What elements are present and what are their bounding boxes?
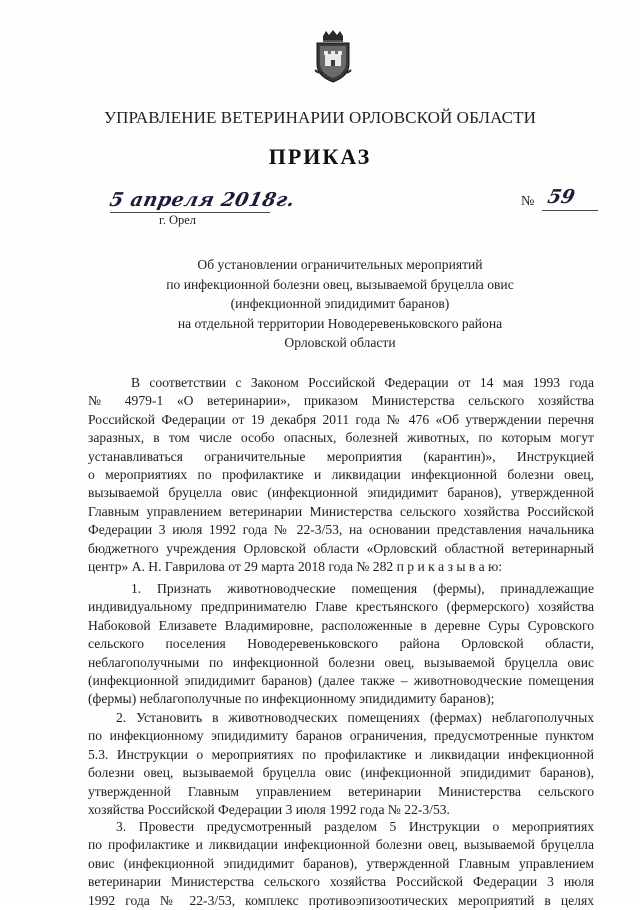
text-line: вызываемой бруцелла овис (инфекционной эпидидимит баранов), утвержденной: [88, 485, 594, 501]
coat-of-arms-icon: [311, 30, 355, 84]
city-label: г. Орел: [159, 213, 197, 227]
organization-name: УПРАВЛЕНИЕ ВЕТЕРИНАРИИ ОРЛОВСКОЙ ОБЛАСТИ: [104, 108, 536, 127]
text-line: № 4979-1 «О ветеринарии», приказом Министерства сельского хозяйства: [88, 393, 594, 409]
text-line: (фермы) неблагополучные по инфекционному эпидидимиту баранов);: [88, 691, 495, 707]
title-line: по инфекционной болезни овец, вызываемой бруцелла овис: [166, 276, 514, 292]
text-line: (инфекционной эпидидимит баранов) (далее также – животноводческие помещения: [88, 673, 594, 689]
text-line: ветеринарии Министерства сельского хозяйства Российской Федерации 3 июля: [88, 874, 594, 890]
title-line: на отдельной территории Новодеревеньковского района: [177, 315, 503, 331]
text-line: Главным управлением ветеринарии Министерства сельского хозяйства Российской: [88, 503, 594, 519]
text-line: овис (инфекционной эпидидимит баранов), утвержденной Главным управлением: [88, 855, 594, 871]
title-line: (инфекционной эпидидимит баранов): [230, 296, 450, 312]
text-line: по профилактике и ликвидации инфекционной болезни овец, вызываемой бруцелла: [88, 837, 594, 853]
text-line: хозяйства Российской Федерации 3 июля 1992 года № 22-3/53.: [88, 802, 450, 818]
text-line: утвержденной Главным управлением ветеринарии Министерства сельского: [88, 783, 594, 799]
text-line: о мероприятиях по профилактике и ликвидации инфекционной болезни овец,: [88, 467, 594, 483]
order-title: [120, 255, 560, 353]
number-label: №: [521, 194, 535, 209]
item-3-paragraph: [88, 818, 594, 910]
text-line: 1992 года № 22-3/53, комплекс противоэпизоотических мероприятий в целях: [88, 892, 594, 908]
text-line: 2. Установить в животноводческих помещениях (фермах) неблагополучных: [116, 710, 594, 725]
text-line: центр» А. Н. Гаврилова от 29 марта 2018 года № 282 п р и к а з ы в а ю:: [88, 559, 503, 575]
handwritten-date: 5 апреля 2018г.: [107, 189, 298, 211]
document-type: ПРИКАЗ: [268, 144, 372, 169]
text-line: Набоковой Елизавете Владимировне, расположенные в деревне Суры Суровского: [88, 617, 594, 633]
text-line: бюджетного учреждения Орловской области «Орловский областной ветеринарный: [88, 540, 594, 556]
text-line: 1. Признать животноводческие помещения (фермы), принадлежащие: [131, 581, 594, 596]
text-line: 3. Провести предусмотренный разделом 5 Инструкции о мероприятиях: [116, 819, 594, 834]
title-line: Об установлении ограничительных мероприятий: [197, 257, 483, 272]
text-line: Федерации 3 июля 1992 года № 22-3/53, на основании представления начальника: [88, 522, 594, 538]
text-line: заразных, в том числе особо опасных, болезней животных, по которым могут: [88, 430, 594, 446]
text-line: устанавливаться ограничительные мероприятия (карантин)», Инструкцией: [88, 448, 594, 464]
text-line: болезни овец, вызываемой бруцелла овис (инфекционной эпидидимит баранов),: [88, 765, 594, 781]
text-line: сельского поселения Новодеревеньковского района Орловской области,: [88, 636, 594, 652]
preamble-paragraph: [88, 374, 594, 576]
text-line: по инфекционному эпидидимиту баранов ограничения, предусмотренные пунктом: [88, 728, 594, 744]
item-1-paragraph: [88, 580, 594, 709]
handwritten-number: 59: [545, 186, 577, 208]
text-line: В соответствии с Законом Российской Федерации от 14 мая 1993 года: [131, 375, 594, 390]
text-line: Российской Федерации от 19 декабря 2011 года № 476 «Об утверждении перечня: [88, 411, 594, 427]
text-line: 5.3. Инструкции о мероприятиях по профилактике и ликвидации инфекционной: [88, 746, 594, 762]
item-2-paragraph: [88, 709, 594, 819]
text-line: индивидуальному предпринимателю Главе крестьянского (фермерского) хозяйства: [88, 599, 594, 615]
number-underline: [542, 210, 598, 211]
text-line: неблагополучными по инфекционной болезни овец, вызываемой бруцелла овис: [88, 654, 594, 670]
title-line: Орловской области: [284, 335, 396, 351]
